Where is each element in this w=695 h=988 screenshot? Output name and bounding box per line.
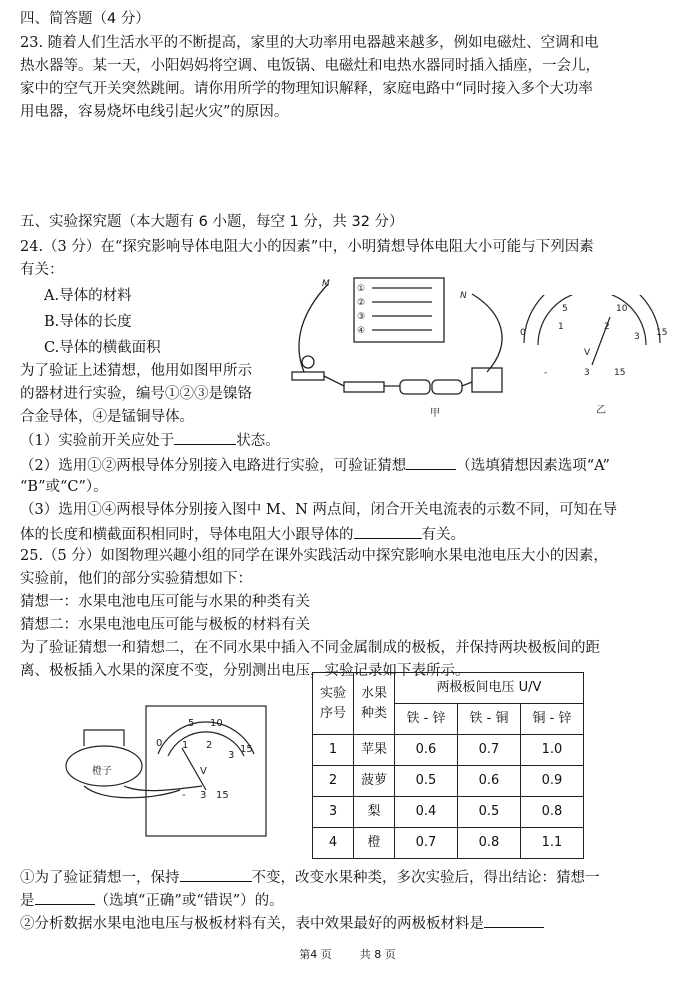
header-fe-zn: 铁 - 锌 (395, 704, 458, 735)
q25-blank-1[interactable] (180, 867, 252, 882)
table-row: 4 橙 0.7 0.8 1.1 (313, 828, 584, 859)
q24-sub2 (20, 455, 610, 477)
voltmeter-figure-yi (512, 295, 672, 417)
q24-sub3-line-2 (20, 524, 465, 546)
q24-sub3-text-b: 有关。 (421, 527, 465, 543)
header-fe-cu: 铁 - 铜 (458, 704, 521, 735)
q24-blank-2[interactable] (406, 455, 456, 470)
yi-term-15: 15 (614, 368, 626, 378)
q23-line-3: 家中的空气开关突然跳闸。请你用所学的物理知识解释，家庭电路中“同时接入多个大功率 (20, 81, 593, 97)
q24-sub2-cont: “B”或“C”）。 (20, 479, 108, 495)
header-cu-zn: 铜 - 锌 (521, 704, 584, 735)
yi-tick-0: 0 (520, 328, 526, 338)
point-n-label: N (460, 291, 467, 301)
q24-sub2-text-a: （2）选用①②两根导体分别接入电路进行实验，可验证猜想 (20, 458, 407, 474)
q24-desc-3: 合金导体，④是锰铜导体。 (20, 409, 194, 425)
q25-sub1-text-a: ①为了验证猜想一，保持 (20, 870, 180, 886)
wire-2-label: ② (357, 298, 366, 308)
yi-tick-1: 1 (558, 322, 564, 332)
q25-line-4: 离、极板插入水果的深度不变，分别测出电压，实验记录如下表所示。 (20, 663, 470, 679)
wire-3-label: ③ (357, 312, 366, 322)
q24-blank-3[interactable] (354, 524, 422, 539)
figure-jia-label: 甲 (430, 408, 440, 419)
yi-tick-3: 3 (634, 332, 640, 342)
page-total: 共 8 页 (359, 948, 396, 961)
yi-tick-10: 10 (616, 304, 628, 314)
yi-term-minus: - (544, 368, 548, 378)
table-row: 3 梨 0.4 0.5 0.8 (313, 797, 584, 828)
q23-line-4: 用电器，容易烧坏电线引起火灾”的原因。 (20, 104, 289, 120)
wire-1-label: ① (357, 284, 366, 294)
yi-term-3: 3 (584, 368, 590, 378)
q24-sub3-line-1: （3）选用①④两根导体分别接入图中 M、N 两点间，闭合开关电流表的示数不同，可知在导 (20, 502, 617, 518)
q25-blank-3[interactable] (484, 913, 544, 928)
fruit-tick-15: 15 (240, 744, 253, 755)
q24-option-c: C.导体的横截面积 (44, 340, 161, 356)
q24-desc-1: 为了验证上述猜想，他用如图甲所示 (20, 363, 252, 379)
header-voltage: 两极板间电压 U/V (395, 673, 584, 704)
table-row: 1 苹果 0.6 0.7 1.0 (313, 735, 584, 766)
q24-option-b: B.导体的长度 (44, 314, 132, 330)
q24-sub1-text-b: 状态。 (236, 433, 280, 449)
yi-tick-15: 15 (656, 328, 668, 338)
fruit-tick-3: 3 (228, 750, 235, 761)
q25-line-1: 25.（5 分）如图物理兴趣小组的同学在课外实践活动中探究影响水果电池电压大小的因素， (20, 548, 608, 564)
q24-line-2: 有关： (20, 262, 64, 278)
fruit-term-minus: - (182, 790, 186, 801)
fruit-tick-1: 1 (182, 740, 189, 751)
q23-line-2: 热水器等。某一天，小阳妈妈将空调、电饭锅、电磁灶和电热水器同时插入插座，一会儿， (20, 58, 600, 74)
q24-sub2-text-b: （选填猜想因素选项“A” (456, 458, 610, 474)
fruit-meter-v: V (200, 766, 207, 777)
orange-label: 橙子 (92, 766, 112, 777)
point-m-label: M (322, 279, 330, 289)
q24-sub1 (20, 430, 280, 452)
page-number: 第4 页 (299, 948, 332, 961)
q25-sub1-text-d: （选填“正确”或“错误”）的。 (94, 893, 284, 909)
q25-sub1-line-2 (20, 890, 284, 912)
q24-option-a: A.导体的材料 (44, 288, 132, 304)
fruit-term-15: 15 (216, 790, 229, 801)
yi-tick-5: 5 (562, 304, 568, 314)
q24-blank-1[interactable] (174, 430, 236, 445)
figure-yi-label: 乙 (596, 405, 606, 416)
q25-sub1-line-1 (20, 867, 600, 889)
q25-line-3: 为了验证猜想一和猜想二，在不同水果中插入不同金属制成的极板，并保持两块极板间的距 (20, 640, 600, 656)
header-fruit: 水果 种类 (354, 673, 395, 735)
q25-blank-2[interactable] (35, 890, 95, 905)
yi-tick-2: 2 (604, 322, 610, 332)
page-footer (0, 948, 695, 963)
section-5-title: 五、实验探究题（本大题有 6 小题，每空 1 分，共 32 分） (20, 214, 404, 230)
q25-guess-1: 猜想一：水果电池电压可能与水果的种类有关 (20, 594, 310, 610)
fruit-battery-table (312, 672, 584, 859)
q24-desc-2: 的器材进行实验，编号①②③是镍铬 (20, 386, 252, 402)
q24-sub3-text-a: 体的长度和横截面积相同时，导体电阻大小跟导体的 (20, 527, 354, 543)
q25-sub1-text-c: 是 (20, 893, 35, 909)
fruit-battery-figure (62, 702, 272, 842)
wire-4-label: ④ (357, 326, 366, 336)
yi-meter-v: V (584, 348, 591, 358)
q24-line-1: 24.（3 分）在“探究影响导体电阻大小的因素”中，小明猜想导体电阻大小可能与下列因素 (20, 239, 594, 255)
header-experiment: 实验 序号 (313, 673, 354, 735)
fruit-tick-0: 0 (156, 738, 163, 749)
fruit-term-3: 3 (200, 790, 207, 801)
fruit-tick-5: 5 (188, 718, 195, 729)
section-4-title: 四、简答题（4 分） (20, 11, 150, 27)
q25-sub2 (20, 913, 544, 935)
fruit-tick-10: 10 (210, 718, 223, 729)
q24-sub1-text-a: （1）实验前开关应处于 (20, 433, 175, 449)
q25-sub1-text-b: 不变，改变水果种类，多次实验后，得出结论：猜想一 (251, 870, 600, 886)
q25-guess-2: 猜想二：水果电池电压可能与极板的材料有关 (20, 617, 310, 633)
q25-line-2: 实验前，他们的部分实验猜想如下： (20, 571, 252, 587)
fruit-tick-2: 2 (206, 740, 213, 751)
table-row: 2 菠萝 0.5 0.6 0.9 (313, 766, 584, 797)
q25-sub2-text-a: ②分析数据水果电池电压与极板材料有关，表中效果最好的两极板材料是 (20, 916, 484, 932)
q23-line-1: 23. 随着人们生活水平的不断提高，家里的大功率用电器越来越多，例如电磁灶、空调和电 (20, 35, 599, 51)
